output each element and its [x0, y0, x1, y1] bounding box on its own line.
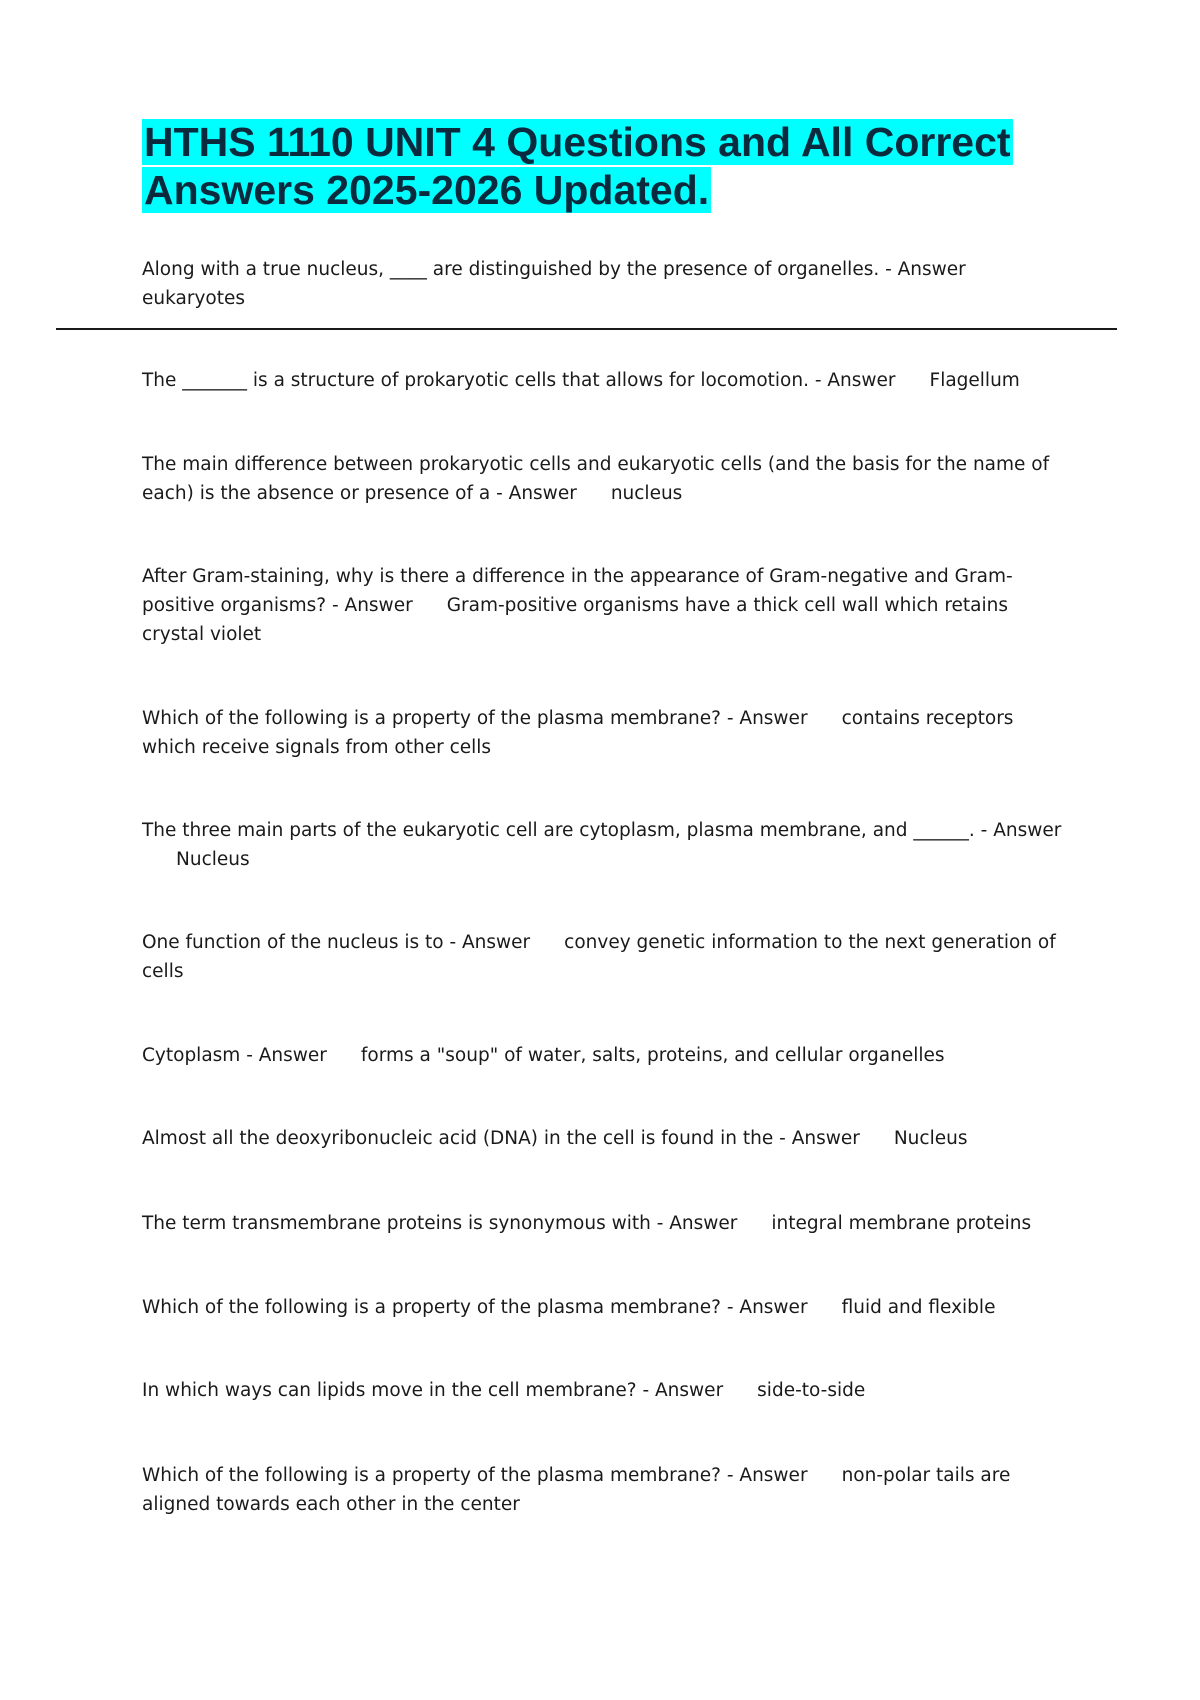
question-text: The three main parts of the eukaryotic cell are cytoplasm, plasma membrane, and ______. - Answer [142, 820, 1062, 841]
question-text: After Gram-staining, why is there a difference in the appearance of Gram-negative and Gram-positive organisms? - Answer [142, 566, 1013, 616]
question-text: One function of the nucleus is to - Answer [142, 932, 531, 953]
horizontal-divider [56, 328, 1117, 330]
answer-text: fluid and flexible [841, 1297, 996, 1318]
qa-item-6 [142, 816, 1072, 874]
qa-item-13 [142, 1461, 1072, 1519]
answer-text: nucleus [610, 483, 683, 504]
answer-text: contains receptors which receive signals from other cells [142, 708, 1014, 758]
qa-item-7 [142, 928, 1072, 986]
title-block [142, 118, 1042, 214]
answer-text: integral membrane proteins [771, 1213, 1032, 1234]
answer-text: side-to-side [757, 1380, 866, 1401]
question-text: The _______ is a structure of prokaryotic cells that allows for locomotion. - Answer [142, 370, 896, 391]
qa-item-4 [142, 562, 1072, 649]
qa-item-3 [142, 450, 1072, 508]
question-text: Which of the following is a property of the plasma membrane? - Answer [142, 1297, 808, 1318]
qa-item-11 [142, 1293, 1072, 1322]
answer-text: Nucleus [176, 849, 250, 870]
qa-item-5 [142, 704, 1072, 762]
answer-text: non-polar tails are aligned towards each other in the center [142, 1465, 1011, 1515]
qa-item-8 [142, 1041, 1072, 1070]
question-text: The main difference between prokaryotic cells and eukaryotic cells (and the basis for the name of each) is the absence or presence of a - Answer [142, 454, 1050, 504]
answer-text: Flagellum [929, 370, 1020, 391]
qa-item-12 [142, 1376, 1072, 1405]
answer-text: Gram-positive organisms have a thick cell wall which retains crystal violet [142, 595, 1008, 645]
qa-item-10 [142, 1209, 1072, 1238]
answer-text: eukaryotes [142, 288, 245, 309]
document-title [142, 118, 1042, 214]
question-text: In which ways can lipids move in the cell membrane? - Answer [142, 1380, 724, 1401]
question-text: The term transmembrane proteins is synonymous with - Answer [142, 1213, 738, 1234]
answer-text: Nucleus [893, 1128, 968, 1149]
question-text: Along with a true nucleus, ____ are distinguished by the presence of organelles. - Answer [142, 259, 966, 280]
answer-text: forms a "soup" of water, salts, proteins, and cellular organelles [360, 1045, 945, 1066]
question-text: Almost all the deoxyribonucleic acid (DNA) in the cell is found in the - Answer [142, 1128, 860, 1149]
qa-item-2 [142, 366, 1072, 395]
answer-text: convey genetic information to the next generation of cells [142, 932, 1056, 982]
question-text: Which of the following is a property of the plasma membrane? - Answer [142, 708, 808, 729]
question-text: Which of the following is a property of the plasma membrane? - Answer [142, 1465, 808, 1486]
question-text: Cytoplasm - Answer [142, 1045, 327, 1066]
qa-item-9 [142, 1124, 1072, 1153]
qa-item-1 [142, 255, 1072, 313]
document-title-text: HTHS 1110 UNIT 4 Questions and All Correct Answers 2025-2026 Updated. [144, 119, 1011, 213]
